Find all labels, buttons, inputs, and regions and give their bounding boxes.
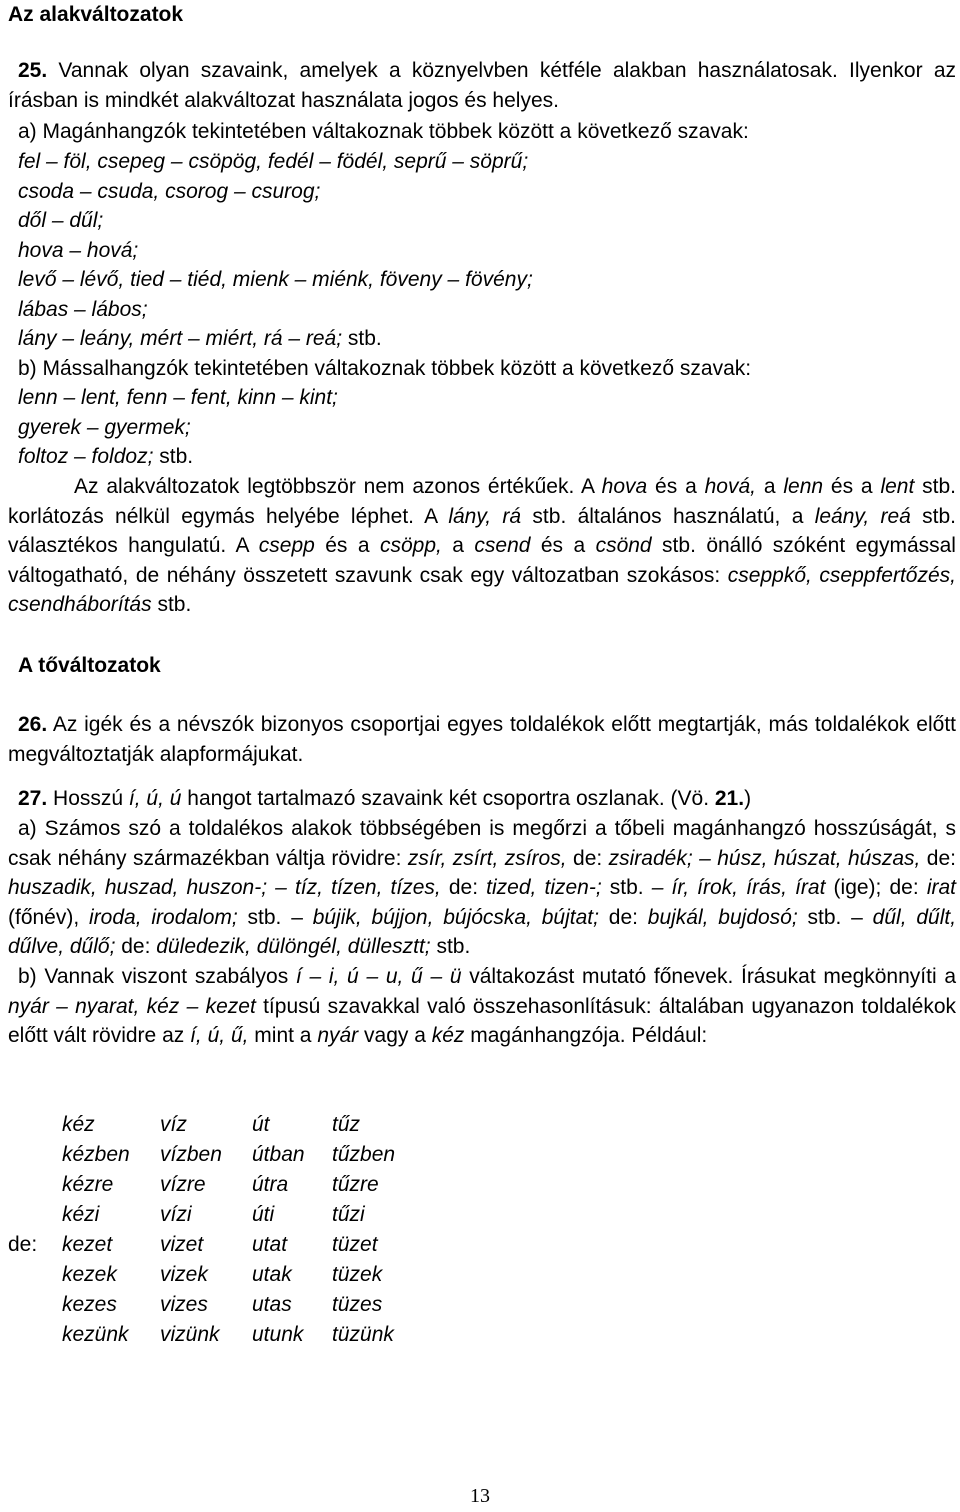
part-a-list <box>18 147 533 354</box>
table-cell: vízre <box>160 1173 206 1196</box>
table-cell: vizet <box>160 1233 204 1256</box>
table-row <box>8 1140 395 1170</box>
word-pair-line: lenn – lent, fenn – fent, kinn – kint; <box>18 386 338 409</box>
word-pair-line: lány – leány, mért – miért, rá – reá; stb. <box>18 327 382 350</box>
part-b-intro: b) Mássalhangzók tekintetében váltakoznak többek között a következő szavak: <box>18 357 752 380</box>
table-cell: tűz <box>332 1113 361 1136</box>
table-label-cell <box>8 1200 62 1230</box>
paragraph-26: 26. Az igék és a névszók bizonyos csoportjai egyes toldalékok előtt megtartják, más toldalékok előtt megváltoztatják alapformájukat. <box>8 713 956 766</box>
paragraph-27a: a) Számos szó a toldalékos alakok többségében is megőrzi a tőbeli magánhangzó hosszúságát, s csak néhány származékban váltja rövidre: zsír, zsírt, zsíros, de: zsiradék; – húsz, húszat, húszas, de: huszadik, huszad, huszon-; – tíz, tízen, tízes, de: tized, tizen-; stb. – ír, írok, írás, írat (ige); de: irat (főnév), iroda, irodalom; stb. – bújik, bújjon, bújócska, bújtat; de: bujkál, bujdosó; stb. – dűl, dűlt, dűlve, dűlő; de: düledezik, dülöngél, düllesztt; stb. <box>8 817 957 958</box>
word-pair-line: fel – föl, csepeg – csöpög, fedél – födél, seprű – söprű; <box>18 150 529 173</box>
table-row <box>8 1200 395 1230</box>
table-row <box>8 1230 395 1260</box>
page-number: 13 <box>470 1485 490 1507</box>
table-label-cell <box>8 1260 62 1290</box>
table-cell: útban <box>252 1143 305 1166</box>
table-cell: vizes <box>160 1293 208 1316</box>
paragraph-27: 27. Hosszú í, ú, ú hangot tartalmazó szavaink két csoportra oszlanak. (Vö. 21.) <box>18 787 752 810</box>
table-label-cell <box>8 1140 62 1170</box>
table-row <box>8 1290 395 1320</box>
table-cell: víz <box>160 1113 187 1136</box>
table-cell: tűzben <box>332 1143 396 1166</box>
table-row <box>8 1110 395 1140</box>
table-row <box>8 1170 395 1200</box>
table-cell: kezünk <box>62 1323 129 1346</box>
table-cell: vízben <box>160 1143 222 1166</box>
part-a-intro: a) Magánhangzók tekintetében váltakoznak többek között a következő szavak: <box>18 120 749 143</box>
table-cell: tűzre <box>332 1173 379 1196</box>
table-row <box>8 1320 395 1350</box>
table-cell: kezes <box>62 1293 117 1316</box>
table-cell: utunk <box>252 1323 304 1346</box>
table-cell: útra <box>252 1173 289 1196</box>
paragraph-number: 25. <box>18 59 48 82</box>
word-pair-line: levő – lévő, tied – tiéd, mienk – miénk, föveny – fövény; <box>18 268 533 291</box>
paragraph-number: 26. <box>18 713 48 736</box>
paragraph-25: 25. Vannak olyan szavaink, amelyek a köznyelvben kétféle alakban használatosak. Ilyenkor az írásban is mindkét alakváltozat használata jogos és helyes. <box>8 59 956 112</box>
paragraph-number: 27. <box>18 787 48 810</box>
table-cell: utat <box>252 1233 288 1256</box>
paragraph-values: Az alakváltozatok legtöbbször nem azonos értékűek. A hova és a hová, a lenn és a lent stb. korlátozás nélkül egymás helyébe léphet. A lány, rá stb. általános használatú, a leány, reá stb. választékos hangulatú. A csepp és a csöpp, a csend és a csönd stb. önálló szóként egymással váltogatható, de néhány összetett szavunk csak egy változatban szokásos: cseppkő, cseppfertőzés, csendháborítás stb. <box>8 475 957 616</box>
table-cell: vízi <box>160 1203 192 1226</box>
table-cell: kezek <box>62 1263 117 1286</box>
table-cell: úti <box>252 1203 275 1226</box>
table-cell: vizek <box>160 1263 208 1286</box>
table-cell: tüzet <box>332 1233 378 1256</box>
table-cell: tüzek <box>332 1263 383 1286</box>
table-label-cell <box>8 1110 62 1140</box>
table-cell: utas <box>252 1293 292 1316</box>
table-cell: tüzünk <box>332 1323 394 1346</box>
table-cell: kézre <box>62 1173 114 1196</box>
table-label-cell <box>8 1290 62 1320</box>
table-label-cell <box>8 1170 62 1200</box>
table-cell: kézi <box>62 1203 100 1226</box>
table-label-cell <box>8 1320 62 1350</box>
table-cell: vizünk <box>160 1323 220 1346</box>
table-cell: út <box>252 1113 270 1136</box>
part-b-list <box>18 383 338 472</box>
table-row <box>8 1260 395 1290</box>
word-pair-line: foltoz – foldoz; stb. <box>18 445 194 468</box>
table-cell: tűzi <box>332 1203 365 1226</box>
word-pair-line: gyerek – gyermek; <box>18 415 191 439</box>
table-cell: kezet <box>62 1233 113 1256</box>
word-pair-line: lábas – lábos; <box>18 297 148 321</box>
word-pair-line: hova – hová; <box>18 238 139 262</box>
table-cell: kéz <box>62 1113 95 1136</box>
section-heading-alakvaltozatok: Az alakváltozatok <box>8 3 184 26</box>
word-pair-line: dől – dűl; <box>18 209 104 232</box>
table-row-label: de: <box>8 1233 38 1256</box>
table-cell: utak <box>252 1263 292 1286</box>
table-cell: kézben <box>62 1143 130 1166</box>
section-heading-tovaltozatok: A tőváltozatok <box>18 654 161 677</box>
cross-reference: 21. <box>714 787 745 810</box>
word-forms-table <box>8 1110 395 1350</box>
table-cell: tüzes <box>332 1293 383 1316</box>
paragraph-27b: b) Vannak viszont szabályos í – i, ú – u, ű – ü váltakozást mutató főnevek. Írásukat megkönnyíti a nyár – nyarat, kéz – kezet típusú szavakkal való összehasonlításuk: általában ugyanazon toldalékok előtt vált rövidre az í, ú, ű, mint a nyár vagy a kéz magánhangzója. Például: <box>8 965 957 1047</box>
word-pair-line: csoda – csuda, csorog – csurog; <box>18 179 321 203</box>
